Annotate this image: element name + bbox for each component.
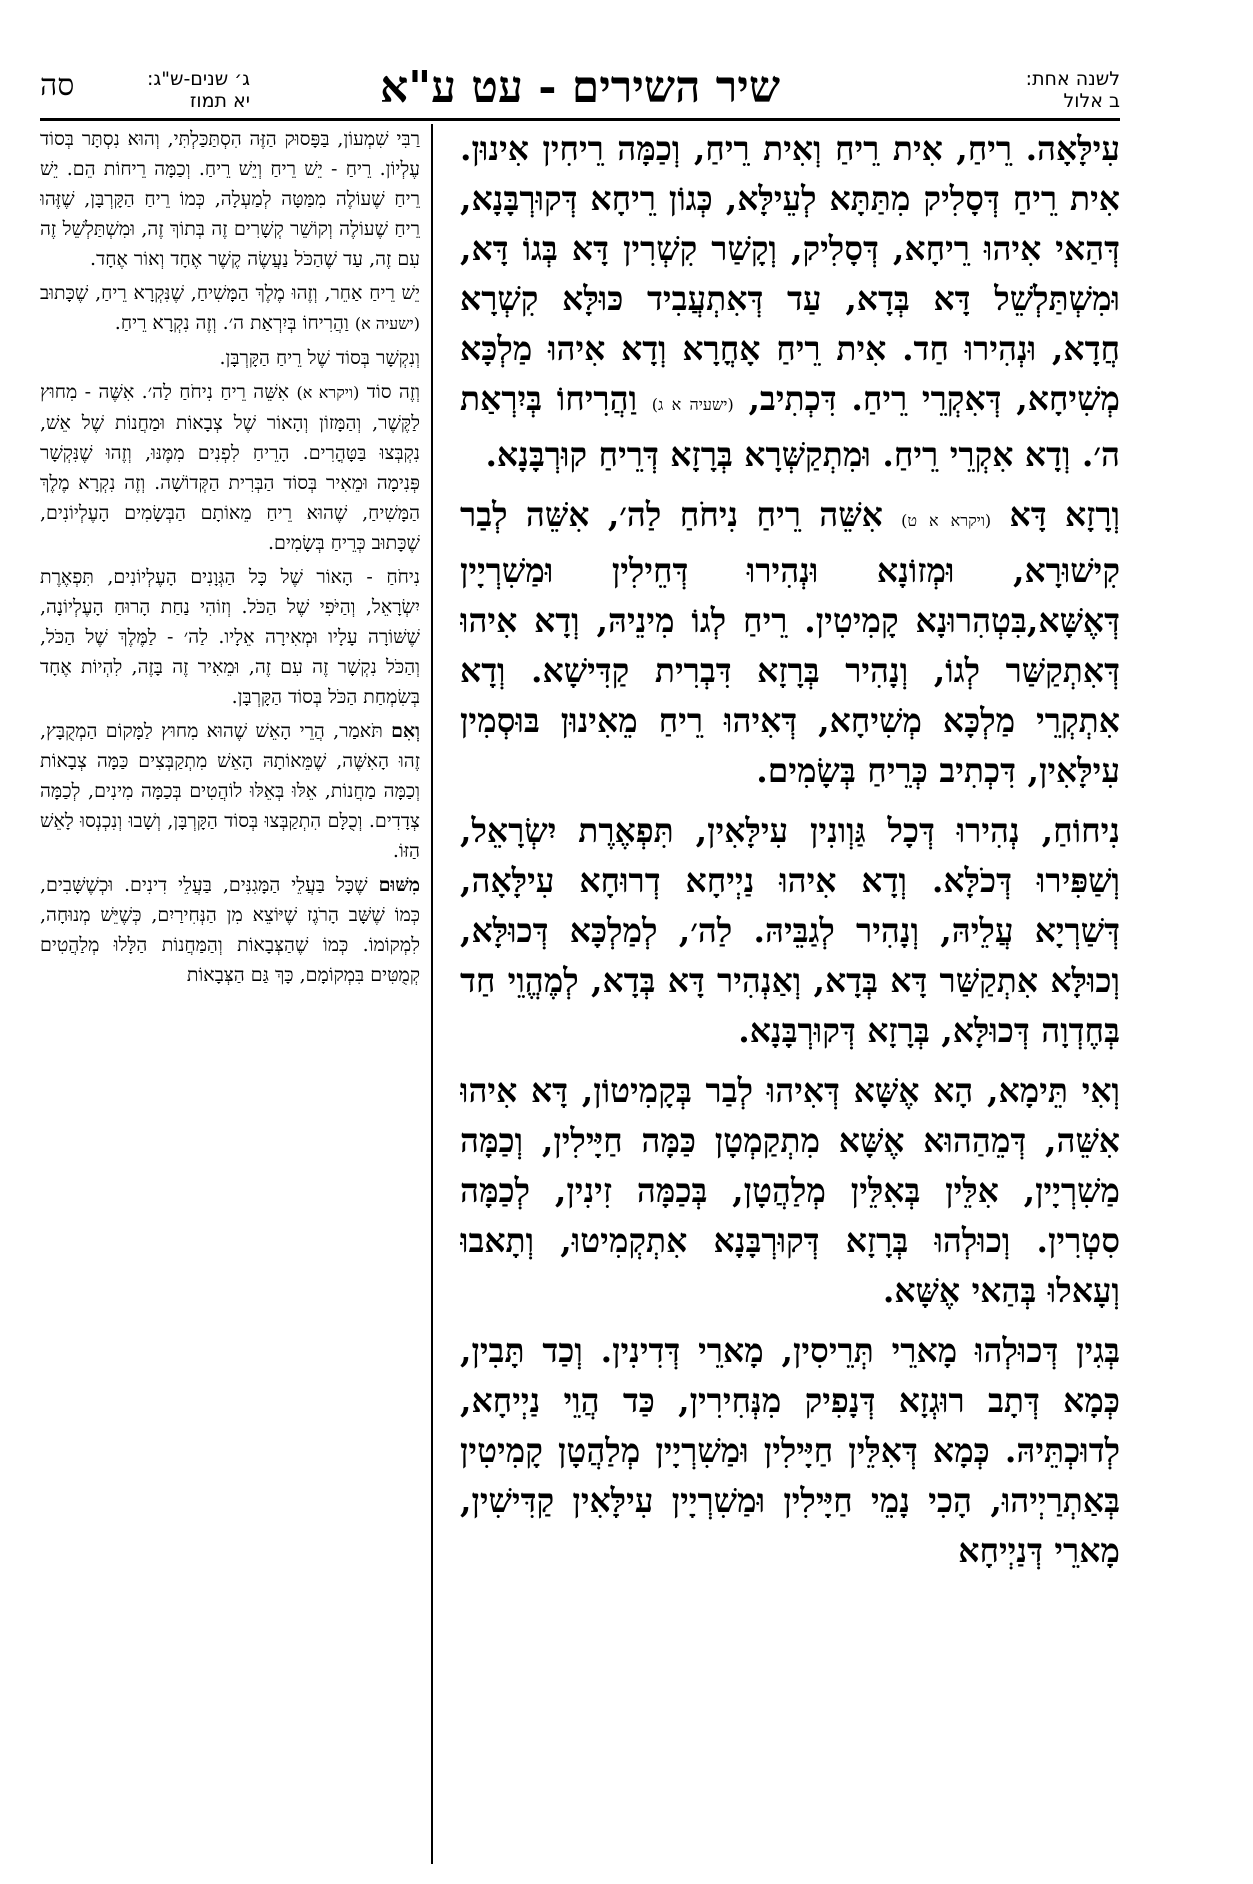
page-header (40, 62, 1120, 122)
main-text-segment: בְּגִין דְּכוּלְהוּ מָארֵי תְּרֵיסִין, מָארֵי דְּדִינִין. וְכַד תָּבִין, כְּמָא דְּתָב רוּגְזָא דְּנָפִיק מִנְּחִירִין, כַּד הֲוֵי נַיְיחָא, לְדוּכְתֵּיהּ. כְּמָא דְּאִלֵּין חַיָּילִין וּמַשִׁרְיָין מְלַהֲטָן קָמִיטִין בְּאַתְרַיְיהוּ, הָכִי נָמֵי חַיָּילִין וּמַשִׁרְיָין עִילָּאִין קַדִּישִׁין, מָארֵי דְּנַיְיחָא (460, 1331, 1120, 1570)
commentary-segment: רַבִּי שִׁמְעוֹן, בַּפָּסוּק הַזֶּה הִסְתַּכַּלְתִּי, וְהוּא נִסְתָּר בְּסוֹד עֶלְיוֹן. רֵיחַ - יֵשׁ רֵיחַ וְיֵשׁ רֵיחַ. וְכַמָּה רֵיחוֹת הֵם. יֵשׁ רֵיחַ שֶׁעוֹלֶה מִמַּטָּה לְמַעְלָה, כְּמוֹ רֵיחַ הַקָּרְבָּן, שֶׁזֶּהוּ רֵיחַ שֶׁעוֹלֶה וְקוֹשֵׁר קְשָׁרִים זֶה בְּתוֹךְ זֶה, וּמִשְׁתַּלְשֵׁל זֶה עִם זֶה, עַד שֶׁהַכֹּל נַעֲשֶׂה קֶשֶׁר אֶחָד וְאוֹר אֶחָד. (40, 128, 420, 270)
header-schedule-line1: לשנה אחת: (1025, 68, 1120, 90)
commentary-segment: תֹּאמַר, הֲרֵי הָאֵשׁ שֶׁהוּא מִחוּץ לַמָּקוֹם הַמְקֻבָּץ, זֶהוּ הָאִשֶּׁה, שֶׁמֵּאוֹתָהּ הָאֵשׁ מִתְקַבְּצִים כַּמָּה צְבָאוֹת וְכַמָּה מַחֲנוֹת, אֵלּוּ בְּאֵלּוּ לוֹהֲטִים בְּכַמָּה מִינִים, לְכַמָּה צְדָדִים. וְכֻלָּם הִתְקַבְּצוּ בְּסוֹד הַקָּרְבָּן, וְשָׁבוּ וְנִכְנְסוּ לָאֵשׁ הַזּוֹ. (40, 720, 420, 862)
commentary-segment: וְנִקְשָׁר בְּסוֹד שֶׁל רֵיחַ הַקָּרְבָּן. (219, 347, 420, 369)
main-paragraph (460, 806, 1120, 1056)
main-text-column (460, 124, 1120, 1864)
scripture-reference: (ויקרא א ט) (901, 511, 992, 530)
main-paragraph (460, 1326, 1120, 1576)
commentary-lead-word: וְאִם (391, 720, 420, 742)
header-schedule-line2: ב אלול (1063, 90, 1120, 112)
commentary-paragraph (40, 562, 420, 712)
commentary-paragraph (40, 377, 420, 558)
scripture-reference: (ישעיה א ג) (651, 395, 734, 414)
main-text-segment: אִשֵּׁה רֵיחַ נִיחֹחַ לַה׳, אִשֵּׁה לְבַר קִישׁוּרָא, וּמְזוֹנָא וּנְהִירוּ דְּחֵילִין וּמַשִׁרְיָין דְּאֶשָּׁא,בִּטְהִרוּנָא קָמִיטִין. רֵיחַ לְגוֹ מִינֵיהּ, וְדָא אִיהוּ דְּאִתְקַשַּׁר לְגוֹ, וְנָהִיר בְּרָזָא דִּבְרִית קַדִּישָׁא. וְדָא אִתְקְרֵי מַלְכָּא מְשִׁיחָא, דְּאִיהוּ רֵיחַ מֵאִינוּן בּוּסְמִין עִילָּאִין, דִּכְתִיב כְּרֵיחַ בְּשָׂמִים. (460, 495, 1120, 790)
page-title: שיר השירים - עט ע"א (380, 62, 780, 113)
scripture-reference: (ישעיה א) (354, 314, 420, 333)
commentary-segment: נִיחֹחַ - הָאוֹר שֶׁל כָּל הַגְּוָנִים הָעֶלְיוֹנִים, תִּפְאֶרֶת יִשְׂרָאֵל, וְהַיֹּפִי שֶׁל הַכֹּל. וְזוֹהִי נַחַת הָרוּחַ הָעֶלְיוֹנָה, שֶׁשּׁוֹרָה עָלָיו וּמְאִירָה אֵלָיו. לַה׳ - לַמֶּלֶךְ שֶׁל הַכֹּל, וְהַכֹּל נִקְשָׁר זֶה עִם זֶה, וּמֵאִיר זֶה בָּזֶה, לִהְיוֹת אֶחָד בְּשִׂמְחַת הַכֹּל בְּסוֹד הַקָּרְבָּן. (40, 566, 420, 708)
scripture-reference: (ויקרא א) (296, 383, 360, 402)
commentary-paragraph (40, 124, 420, 274)
commentary-paragraph (40, 343, 420, 373)
commentary-segment: שֶׁכָּל בַּעֲלֵי הַמָּגִנִּים, בַּעֲלֵי דִינִים. וּכְשֶׁשָּׁבִים, כְּמוֹ שֶׁשָּׁב הָרֹגֶז שֶׁיּוֹצֵא מִן הַנְּחִירַיִם, כְּשֶׁיֵּשׁ מְנוּחָה, לִמְקוֹמוֹ. כְּמוֹ שֶׁהַצְּבָאוֹת וְהַמַּחֲנוֹת הַלָּלוּ מְלַהֲטִים קְמֻטִּים בִּמְקוֹמָם, כָּךְ גַּם הַצְּבָאוֹת (40, 874, 420, 986)
page-number: סה (40, 68, 75, 103)
commentary-segment: וַהֲרִיחוֹ בְּיִרְאַת ה׳. וְזֶה נִקְרָא רֵיחַ. (114, 312, 355, 334)
main-text-segment: נִיחוֹחַ, נְהִירוּ דְּכָל גַּוְונִין עִילָּאִין, תִּפְאֶרֶת יִשְׂרָאֵל, וְשַׁפִּירוּ דְּכֹלָּא. וְדָא אִיהוּ נַיְיחָא דְרוּחָא עִילָּאָה, דְּשַׁרְיָא עֲלֵיהּ, וְנָהִיר לְגַבֵּיהּ. לַה׳, לְמַלְכָּא דְּכוּלָּא, וְכוּלָּא אִתְקַשַּׁר דָּא בְּדָא, וְאַנְהִיר דָּא בְּדָא, לְמֶהֱוֵי חַד בְּחֶדְוָה דְּכוּלָּא, בְּרָזָא דְּקוּרְבָּנָא. (460, 811, 1120, 1050)
main-paragraph (460, 490, 1120, 796)
header-cycle-line2: יא תמוז (189, 90, 250, 112)
main-text-segment: וְרָזָא דָּא (991, 495, 1120, 534)
commentary-paragraph (40, 716, 420, 866)
commentary-column (40, 124, 420, 1864)
header-cycle-info (100, 68, 250, 112)
commentary-paragraph (40, 278, 420, 339)
main-text-segment: וַהֲרִיחוֹ בְּיִרְאַת ה׳. וְדָא אִקְרֵי רֵיחַ. וּמִתְקַשְּׁרָא בְּרָזָא דְּרֵיחַ קוּרְבָּנָא. (460, 379, 1120, 474)
header-cycle-line1: ג׳ שנים-ש"ג: (147, 68, 250, 90)
commentary-segment: יֵשׁ רֵיחַ אַחֵר, וְזֶהוּ מֶלֶךְ הַמָּשִׁיחַ, שֶׁנִּקְרָא רֵיחַ, שֶׁכָּתוּב (40, 282, 420, 304)
commentary-paragraph (40, 870, 420, 990)
main-text-segment: וְאִי תֵּימָא, הָא אֶשָּׁא דְּאִיהוּ לְבַר בְּקָמִיטוֹן, דָּא אִיהוּ אִשֵּׁה, דְּמֵהַהוּא אֶשָּׁא מִתְקַמְטָן כַּמָּה חַיָּילִין, וְכַמָּה מַשִׁרְיָין, אִלֵּין בְּאִלֵּין מְלַהֲטָן, בְּכַמָּה זִינִין, לְכַמָּה סִטְרִין. וְכוּלְהוּ בְּרָזָא דְּקוּרְבָּנָא אִתְקְמִיטוּ, וְתָאבוּ וְעָאלוּ בְּהַאי אֶשָּׁא. (460, 1071, 1120, 1310)
commentary-segment: אִשֵּׁה רֵיחַ נִיחֹחַ לַה׳. אִשֶּׁה - מִחוּץ לַקֶּשֶׁר, וְהַמָּזוֹן וְהָאוֹר שֶׁל צְבָאוֹת וּמַחֲנוֹת שֶׁל אֵשׁ, נִקְבְּצוּ בַּטָּהֳרִים. הָרֵיחַ לִפְנִים מִמֶּנּוּ, וְזֶהוּ שֶׁנִּקְשָׁר פְּנִימָה וּמֵאִיר בְּסוֹד הַבְּרִית הַקְּדוֹשָׁה. וְזֶה נִקְרָא מֶלֶךְ הַמָּשִׁיחַ, שֶׁהוּא רֵיחַ מֵאוֹתָם הַבְּשָׂמִים הָעֶלְיוֹנִים, שֶׁכָּתוּב כְּרֵיחַ בְּשָׂמִים. (40, 381, 420, 554)
commentary-segment: וְזֶה סוֹד (359, 381, 420, 403)
header-rule (40, 118, 1120, 121)
main-paragraph (460, 1066, 1120, 1316)
main-paragraph (460, 124, 1120, 480)
column-divider (431, 124, 433, 1864)
commentary-lead-word: מִשּׁוּם (378, 874, 420, 896)
main-text-segment: עִילָּאָה. רֵיחַ, אִית רֵיחַ וְאִית רֵיחַ, וְכַמָּה רֵיחִין אִינוּן. אִית רֵיחַ דְּסָלִיק מִתַּתָּא לְעֵילָּא, כְּגוֹן רֵיחָא דְּקוּרְבָּנָא, דְּהַאי אִיהוּ רֵיחָא, דְּסָלִיק, וְקָשַׁר קִשְׁרִין דָּא בְּגוֹ דָּא, וּמִשְׁתַּלְשֵׁל דָּא בְּדָא, עַד דְּאִתְעֲבִיד כּוּלָּא קִשְׁרָא חֲדָא, וּנְהִירוּ חַד. אִית רֵיחַ אָחֳרָא וְדָא אִיהוּ מַלְכָּא מְשִׁיחָא, דְּאִקְרֵי רֵיחַ. דִּכְתִיב, (460, 129, 1120, 418)
